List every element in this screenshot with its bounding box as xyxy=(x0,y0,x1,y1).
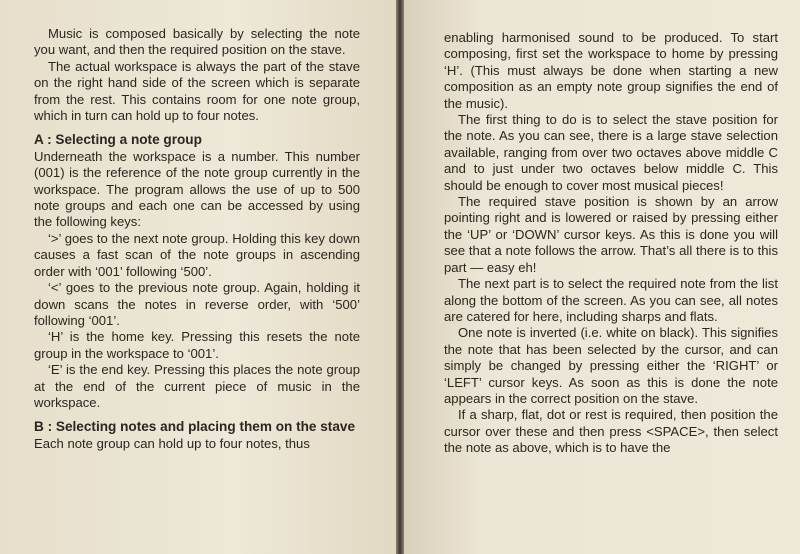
left-paragraph-2: The actual workspace is always the part of the stave on the right hand side of the screen which is separate from the rest. This contains room for one note group, which in turn can hold up to four notes. xyxy=(34,58,360,124)
right-page xyxy=(404,0,800,554)
left-page xyxy=(0,0,396,554)
left-paragraph-1: Music is composed basically by selecting the note you want, and then the required position on the stave. xyxy=(34,26,360,58)
right-paragraph-3: The required stave position is shown by an arrow pointing right and is lowered or raised by pressing either the ‘UP’ or ‘DOWN’ cursor keys. As this is done you will see that a note follows the arrow. That’s all there is to this part — easy eh! xyxy=(444,194,778,275)
left-paragraph-6: ‘H’ is the home key. Pressing this resets the note group in the workspace to ‘001’. xyxy=(34,329,360,361)
heading-selecting-notes: B : Selecting notes and placing them on the stave xyxy=(34,419,356,435)
left-paragraph-4: ‘>’ goes to the next note group. Holding this key down causes a fast scan of the note groups in ascending order with ‘001’ following ‘500’. xyxy=(34,230,360,279)
right-paragraph-1: enabling harmonised sound to be produced. To start composing, first set the workspace to home by pressing ‘H’. (This must always be done when starting a new composition as an empty note group signifies the end of the music). xyxy=(444,30,778,111)
left-paragraph-8: Each note group can hold up to four notes, thus xyxy=(34,435,310,451)
right-paragraph-2: The first thing to do is to select the stave position for the note. As you can see, there is a large stave selection available, ranging from over two octaves above middle C and to just under two octaves below middle C. This should be enough to cover most musical pieces! xyxy=(444,112,778,193)
right-paragraph-5: One note is inverted (i.e. white on black). This signifies the note that has been selected by the cursor, and can simply be changed by pressing either the ‘RIGHT’ or ‘LEFT’ cursor keys. As soon as this is done the note appears in the correct position on the stave. xyxy=(444,325,778,406)
left-paragraph-5: ‘<’ goes to the previous note group. Again, holding it down scans the notes in reverse order, with ‘500’ following ‘001’. xyxy=(34,280,360,328)
right-paragraph-4: The next part is to select the required note from the list along the bottom of the screen. As you can see, all notes are catered for here, including sharps and flats. xyxy=(444,276,778,324)
left-paragraph-3: Underneath the workspace is a number. This number (001) is the reference of the note group currently in the workspace. The program allows the use of up to 500 note groups and each one can be accessed by using the following keys: xyxy=(34,148,360,230)
heading-selecting-note-group: A : Selecting a note group xyxy=(34,132,202,148)
left-paragraph-7: ‘E’ is the end key. Pressing this places the note group at the end of the current piece of music in the workspace. xyxy=(34,362,360,410)
book-gutter xyxy=(396,0,404,554)
right-paragraph-6: If a sharp, flat, dot or rest is required, then position the cursor over these and then press <SPACE>, then select the note as above, which is to have the xyxy=(444,407,778,456)
